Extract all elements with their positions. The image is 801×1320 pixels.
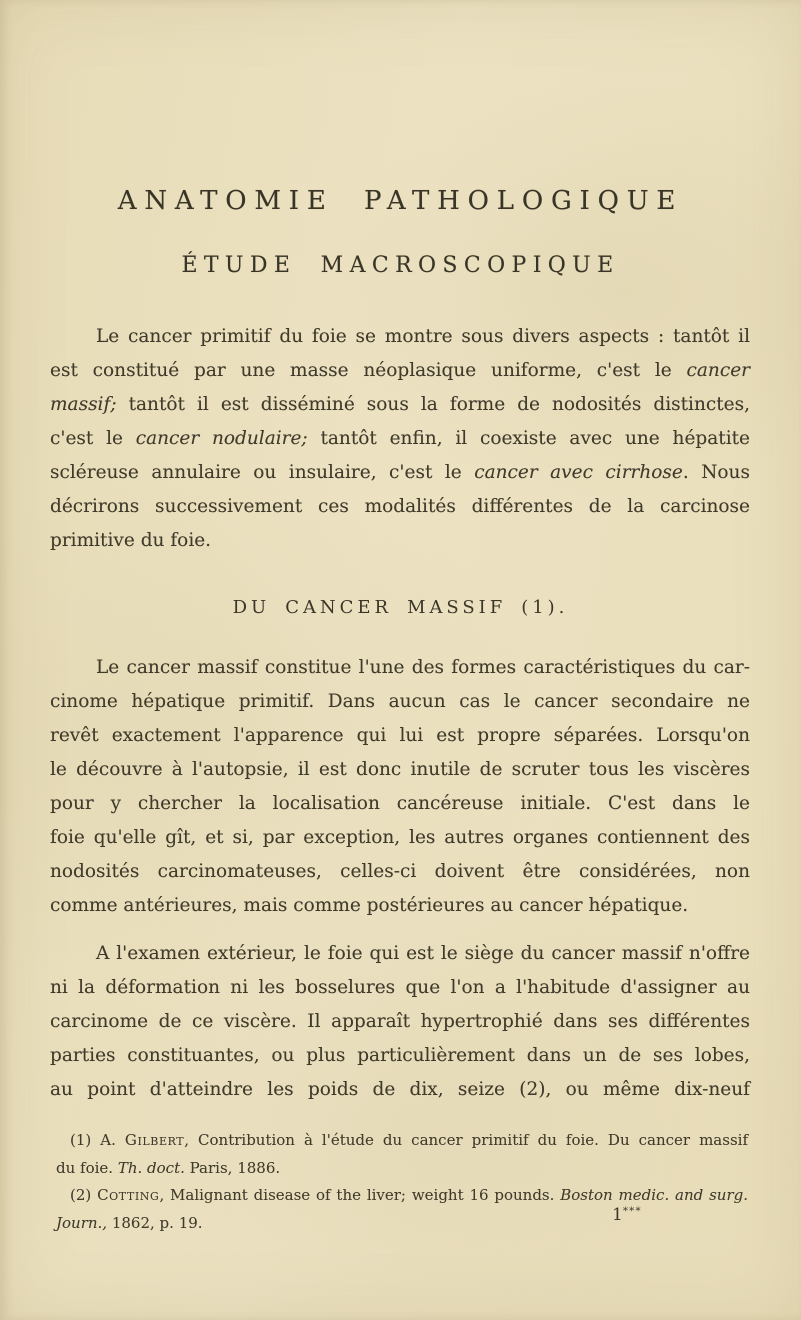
text-segment: Cotting <box>97 1186 160 1204</box>
text-line <box>50 753 750 787</box>
text-segment: Paris, 1886. <box>184 1158 281 1177</box>
text-segment: Gilbert <box>124 1131 185 1149</box>
text-line <box>50 1073 750 1107</box>
text-segment: cinome hépatique primitif. Dans aucun cas le cancer secondaire ne <box>50 691 750 712</box>
text-line <box>50 855 750 889</box>
text-segment: , Malignant disease of the liver; weight 16 pounds. <box>159 1186 561 1204</box>
text-segment: comme antérieures, mais comme postérieures au cancer hépatique. <box>50 895 689 916</box>
text-line <box>50 651 750 685</box>
text-line <box>50 388 750 422</box>
text-line <box>50 456 750 490</box>
text-line <box>56 1182 748 1210</box>
text-segment: Boston medic. and surg. <box>560 1186 749 1204</box>
text-line <box>50 422 750 456</box>
page-title: ANATOMIE PATHOLOGIQUE <box>117 186 684 216</box>
text-segment: A l'examen extérieur, le foie qui est le siège du cancer massif n'offre <box>96 943 750 964</box>
text-line <box>50 937 750 971</box>
text-line <box>50 821 750 855</box>
footnote-1 <box>56 1127 748 1182</box>
text-segment: le découvre à l'autopsie, il est donc inutile de scruter tous les viscères <box>50 759 750 780</box>
text-line <box>50 1039 750 1073</box>
text-line <box>50 490 750 524</box>
footnote-2 <box>56 1182 748 1237</box>
text-segment: revêt exactement l'apparence qui lui est propre séparées. Lorsqu'on <box>50 725 750 746</box>
text-segment: du foie. <box>56 1158 118 1177</box>
text-segment: scléreuse annulaire ou insulaire, c'est le <box>50 462 475 483</box>
text-line <box>50 889 750 923</box>
text-line <box>50 787 750 821</box>
text-segment: tantôt il est disséminé sous la forme de nodosités distinctes, <box>116 394 750 415</box>
text-segment: est constitué par une masse néoplasique uniforme, c'est le <box>50 360 687 381</box>
paragraph-intro <box>50 320 750 558</box>
section-subtitle: ÉTUDE MACROSCOPIQUE <box>181 253 620 278</box>
chapter-heading: DU CANCER MASSIF (1). <box>232 597 569 618</box>
text-segment: Le cancer massif constitue l'une des formes caractéristiques du car- <box>96 657 750 678</box>
text-segment: (2) <box>70 1186 98 1204</box>
text-segment: primitive du foie. <box>50 530 212 551</box>
text-line <box>50 971 750 1005</box>
text-line <box>50 1005 750 1039</box>
text-segment: 1862, p. 19. <box>107 1213 203 1232</box>
text-line <box>50 719 750 753</box>
text-segment: cancer <box>686 360 750 381</box>
text-line <box>56 1210 748 1238</box>
text-segment: tantôt enfin, il coexiste avec une hépatite <box>307 428 750 449</box>
text-segment: décrirons successivement ces modalités différentes de la carcinose <box>50 496 750 517</box>
text-segment: 1 <box>612 1205 623 1225</box>
text-segment: au point d'atteindre les poids de dix, seize (2), ou même dix-neuf <box>50 1079 750 1100</box>
text-segment: , Contribution à l'étude du cancer primitif du foie. Du cancer massif <box>184 1131 748 1149</box>
text-segment: parties constituantes, ou plus particulièrement dans un de ses lobes, <box>50 1045 750 1066</box>
text-segment: . Nous <box>682 462 750 483</box>
text-segment: ni la déformation ni les bosselures que l'on a l'habitude d'assigner au <box>50 977 750 998</box>
text-segment: massif; <box>50 394 117 415</box>
text-line <box>50 354 750 388</box>
text-segment: c'est le <box>50 428 136 449</box>
text-line <box>50 524 750 558</box>
text-segment: Journ., <box>56 1213 108 1232</box>
text-segment: pour y chercher la localisation cancéreuse initiale. C'est dans le <box>50 793 750 814</box>
text-line <box>56 1127 748 1155</box>
signature-mark <box>612 1205 642 1225</box>
text-line <box>56 1155 748 1183</box>
paragraph-cancer-massif <box>50 651 750 923</box>
text-line <box>50 685 750 719</box>
text-segment: Th. doct. <box>117 1158 185 1177</box>
text-segment: cancer avec cirrhose <box>474 462 683 483</box>
text-segment: Le cancer primitif du foie se montre sous divers aspects : tantôt il <box>96 326 750 347</box>
paragraph-external-exam <box>50 937 750 1107</box>
footnotes-block <box>56 1127 748 1237</box>
text-segment: (1) A. <box>70 1131 125 1149</box>
text-segment: cancer nodulaire; <box>135 428 308 449</box>
text-segment: foie qu'elle gît, et si, par exception, les autres organes contiennent des <box>50 827 750 848</box>
text-segment: *** <box>622 1205 642 1217</box>
text-line <box>50 320 750 354</box>
text-segment: carcinome de ce viscère. Il apparaît hypertrophié dans ses différentes <box>50 1011 750 1032</box>
text-segment: nodosités carcinomateuses, celles-ci doivent être considérées, non <box>50 861 750 882</box>
